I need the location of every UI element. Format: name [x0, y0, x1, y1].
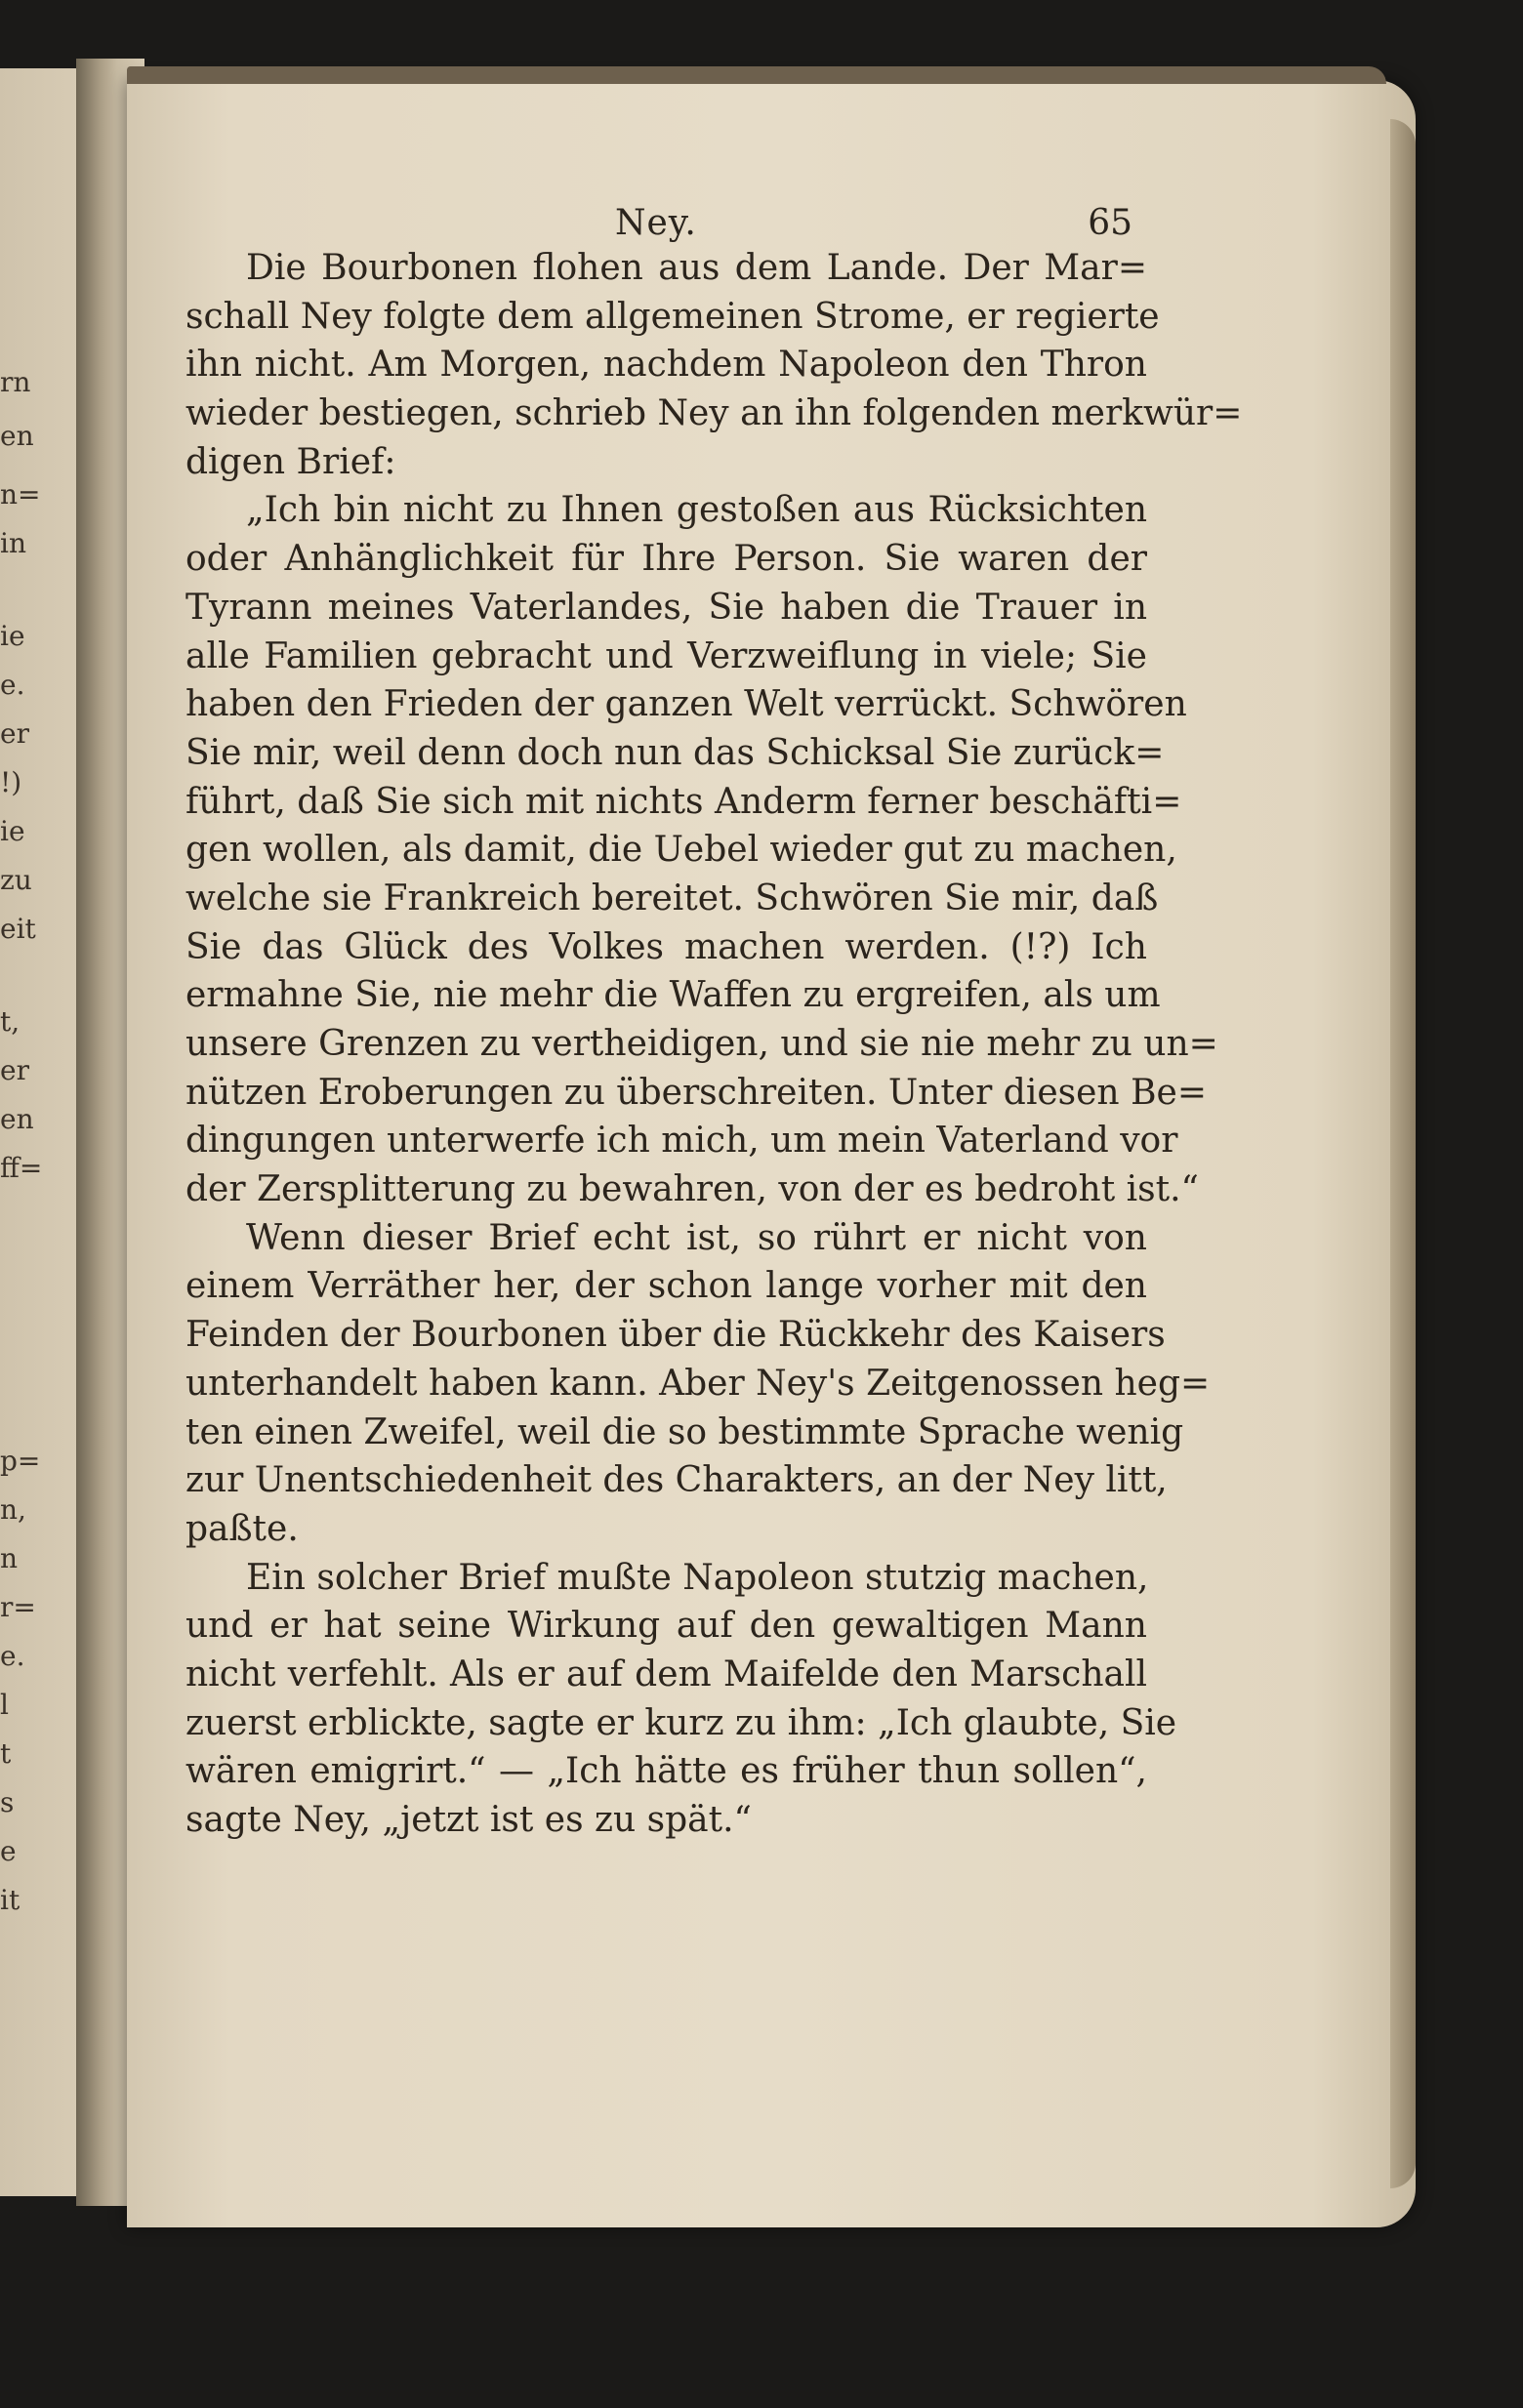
text-line: unsere Grenzen zu vertheidigen, und sie nie mehr zu un=: [185, 1024, 1218, 1064]
page-number: 65: [1088, 203, 1132, 243]
text-line: dingungen unterwerfe ich mich, um mein Vaterland vor: [185, 1121, 1178, 1162]
text-line: paßte.: [185, 1508, 299, 1549]
left-fragment: rn: [0, 366, 31, 398]
text-line: ten einen Zweifel, weil die so bestimmte Sprache wenig: [185, 1411, 1184, 1452]
text-line: Die Bourbonen flohen aus dem Lande. Der Mar=: [246, 248, 1147, 288]
text-line: zur Unentschiedenheit des Charakters, an der Ney litt,: [185, 1460, 1168, 1501]
left-fragment: e.: [0, 1640, 25, 1672]
body-text: [185, 244, 1243, 1845]
left-fragment: en: [0, 1103, 34, 1135]
left-fragment: ie: [0, 620, 25, 652]
text-line: nicht verfehlt. Als er auf dem Maifelde den Marschall: [185, 1653, 1147, 1694]
left-fragment: !): [0, 766, 22, 798]
text-line: digen Brief:: [185, 441, 396, 482]
text-line: der Zersplitterung zu bewahren, von der es bedroht ist.“: [185, 1169, 1199, 1210]
left-fragment: in: [0, 527, 26, 559]
text-line: gen wollen, als damit, die Uebel wieder gut zu machen,: [185, 830, 1177, 871]
left-fragment: s: [0, 1786, 15, 1818]
text-line: Sie das Glück des Volkes machen werden. (!?) Ich: [185, 926, 1147, 967]
text-line: alle Familien gebracht und Verzweiflung in viele; Sie: [185, 635, 1147, 676]
text-line: unterhandelt haben kann. Aber Ney's Zeitgenossen heg=: [185, 1363, 1211, 1404]
text-line: nützen Eroberungen zu überschreiten. Unter diesen Be=: [185, 1072, 1207, 1113]
left-fragment: n: [0, 1542, 19, 1574]
text-line: wieder bestiegen, schrieb Ney an ihn folgenden merkwür=: [185, 393, 1243, 434]
text-line: wären emigrirt.“ — „Ich hätte es früher thun sollen“,: [185, 1751, 1147, 1792]
page-top-edge: [127, 66, 1386, 84]
left-fragment: zu: [0, 864, 32, 896]
left-fragment: er: [0, 717, 29, 750]
left-fragment: e: [0, 1835, 17, 1867]
text-line: und er hat seine Wirkung auf den gewaltigen Mann: [185, 1606, 1147, 1647]
text-line: schall Ney folgte dem allgemeinen Strome, er regierte: [185, 296, 1160, 337]
left-fragment: t: [0, 1737, 12, 1770]
left-fragment: n=: [0, 478, 41, 510]
left-fragment: ff=: [0, 1152, 43, 1184]
left-fragment: en: [0, 420, 34, 452]
left-page-text-fragments: [0, 68, 43, 2196]
text-line: zuerst erblickte, sagte er kurz zu ihm: „Ich glaubte, Sie: [185, 1702, 1177, 1743]
text-line: Sie mir, weil denn doch nun das Schicksal Sie zurück=: [185, 732, 1165, 773]
text-line: einem Verräther her, der schon lange vorher mit den: [185, 1266, 1147, 1307]
text-line: oder Anhänglichkeit für Ihre Person. Sie waren der: [185, 539, 1147, 580]
left-fragment: ie: [0, 815, 25, 847]
text-line: Wenn dieser Brief echt ist, so rührt er nicht von: [246, 1217, 1147, 1258]
left-fragment: n,: [0, 1493, 26, 1526]
text-line: ermahne Sie, nie mehr die Waffen zu ergreifen, als um: [185, 975, 1161, 1016]
text-line: haben den Frieden der ganzen Welt verrückt. Schwören: [185, 684, 1187, 725]
running-head-title: Ney.: [615, 203, 697, 243]
left-fragment: l: [0, 1689, 9, 1721]
text-line: Tyrann meines Vaterlandes, Sie haben die Trauer in: [185, 587, 1147, 628]
text-line: Ein solcher Brief mußte Napoleon stutzig machen,: [246, 1557, 1149, 1598]
text-line: Feinden der Bourbonen über die Rückkehr des Kaisers: [185, 1315, 1166, 1356]
text-line: ihn nicht. Am Morgen, nachdem Napoleon den Thron: [185, 345, 1147, 386]
text-line: sagte Ney, „jetzt ist es zu spät.“: [185, 1800, 752, 1840]
left-fragment: t,: [0, 1005, 21, 1038]
left-fragment: e.: [0, 669, 25, 701]
page-fore-edge: [1390, 119, 1416, 2188]
left-fragment: r=: [0, 1591, 36, 1623]
left-fragment: it: [0, 1884, 21, 1916]
text-line: „Ich bin nicht zu Ihnen gestoßen aus Rücksichten: [246, 490, 1147, 531]
text-line: welche sie Frankreich bereitet. Schwören Sie mir, daß: [185, 877, 1159, 918]
text-line: führt, daß Sie sich mit nichts Anderm ferner beschäfti=: [185, 781, 1182, 822]
left-fragment: p=: [0, 1445, 41, 1477]
left-fragment: eit: [0, 913, 36, 945]
left-fragment: er: [0, 1054, 29, 1086]
